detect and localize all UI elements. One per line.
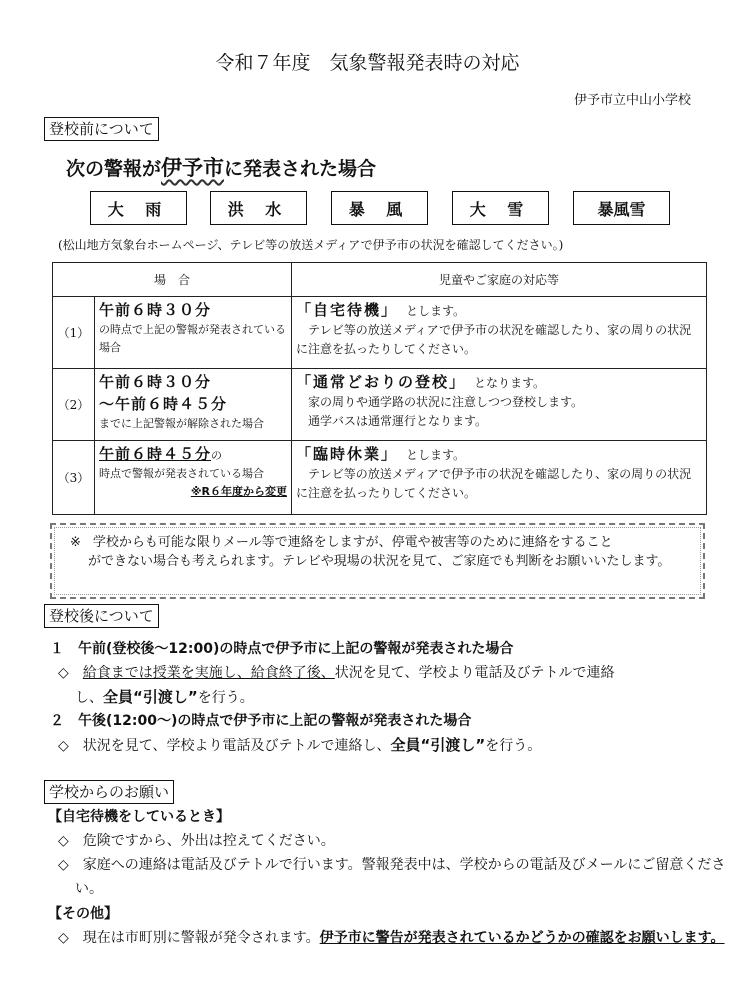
section-requests: 学校からのお願い (44, 780, 174, 804)
row-response-text: テレビ等の放送メディアで伊予市の状況を確認したり、家の周りの状況に注意を払ったりしてください。 (296, 323, 692, 356)
row-response (292, 297, 707, 369)
row-response-text: 通学バスは通常運行となります。 (308, 414, 488, 428)
response-table (52, 262, 707, 515)
table-header-row (53, 263, 707, 297)
row-badge: 「通常どおりの登校」 (296, 373, 467, 391)
section-after-school: 登校後について (44, 604, 159, 628)
row-number: （3） (53, 441, 95, 515)
header-response: 児童やご家庭の対応等 (292, 263, 707, 297)
warning-heavy-snow: 大 雪 (452, 191, 549, 225)
requests-sub2: 【その他】 (48, 906, 118, 922)
row-condition-text: までに上記警報が解除された場合 (99, 417, 264, 430)
item2-handover: 全員“引渡し” (390, 736, 486, 754)
row-time-suffix: の (211, 449, 223, 462)
row-suffix: とします。 (406, 448, 466, 462)
row-time: 午前６時３０分 (99, 373, 212, 391)
warning-heavy-rain: 大 雨 (90, 191, 187, 225)
requests-sub1-item: ◇ 家庭への連絡は電話及びテトルで行います。警報発表中は、学校からの電話及びメールにご留意くださ (58, 857, 726, 873)
row-badge: 「自宅待機」 (296, 301, 399, 319)
item2-post: を行う。 (485, 738, 542, 754)
row-condition-text: 時点で警報が発表されている場合 (99, 467, 264, 480)
item1-l2-pre: し、 (75, 690, 103, 706)
item2-pre: 状況を見て、学校より電話及びテトルで連絡し、 (82, 738, 391, 754)
item1-handover: 全員“引渡し” (103, 688, 198, 706)
header-case: 場 合 (53, 263, 292, 297)
row-time: 午前６時３０分 (99, 301, 212, 319)
row-condition (95, 369, 292, 441)
after-item2-title: ２ 午後(12:00～)の時点で伊予市に上記の警報が発表された場合 (50, 713, 472, 729)
notice-mark: ※ (70, 535, 81, 550)
after-item1-line1 (58, 662, 615, 682)
requests-sub1-item-cont: い。 (75, 881, 103, 897)
row-suffix: となります。 (474, 376, 546, 390)
row-time-end: ～午前６時４５分 (99, 395, 228, 413)
row-response-text: 家の周りや通学路の状況に注意しつつ登校します。 (308, 395, 584, 409)
section-before-school: 登校前について (44, 117, 159, 141)
school-name: 伊予市立中山小学校 (573, 93, 691, 108)
sub2-confirm: 伊予市に警告が発表されているかどうかの確認をお願いします。 (319, 930, 725, 946)
after-item1-line2 (75, 686, 254, 707)
diamond-mark: ◇ (58, 665, 69, 681)
row-response (292, 369, 707, 441)
row-time: 午前６時４５分 (99, 445, 212, 463)
requests-sub2-item (58, 927, 725, 947)
notice-first-line: 学校からも可能な限りメール等で連絡をしますが、停電や被害等のために連絡をすること (92, 535, 613, 550)
change-note: ※R６年度から変更 (190, 485, 287, 498)
row-number: （2） (53, 369, 95, 441)
heading-pre: 次の警報が (66, 158, 162, 180)
row-number: （1） (53, 297, 95, 369)
item1-underlined: 給食までは授業を実施し、給食終了後、 (82, 665, 335, 681)
after-item2-line (58, 734, 541, 755)
heading-city: 伊予市 (161, 156, 225, 180)
warning-flood: 洪 水 (210, 191, 307, 225)
page-title: 令和７年度 気象警報発表時の対応 (215, 52, 520, 74)
item1-l2-post: を行う。 (197, 690, 254, 706)
row-response (292, 441, 707, 515)
table-row (53, 369, 707, 441)
warning-storm: 暴 風 (331, 191, 428, 225)
row-suffix: とします。 (406, 304, 466, 318)
table-row (53, 297, 707, 369)
row-condition (95, 297, 292, 369)
sub2-pre: ◇ 現在は市町別に警報が発令されます。 (58, 930, 320, 946)
heading-post: に発表された場合 (224, 158, 377, 180)
after-item1-title: １ 午前(登校後～12:00)の時点で伊予市に上記の警報が発表された場合 (50, 641, 514, 657)
row-condition (95, 441, 292, 515)
row-condition-text: の時点で上記の警報が発表されている場合 (99, 323, 286, 354)
warning-heading (66, 152, 376, 182)
row-badge: 「臨時休業」 (296, 445, 399, 463)
item1-rest: 状況を見て、学校より電話及びテトルで連絡 (334, 665, 615, 681)
diamond-mark: ◇ (58, 738, 69, 754)
requests-sub1-item: ◇ 危険ですから、外出は控えてください。 (58, 833, 335, 849)
confirm-note: (松山地方気象台ホームページ、テレビ等の放送メディアで伊予市の状況を確認してください。) (58, 238, 564, 252)
notice-rest: ができない場合も考えられます。テレビや現場の状況を見て、ご家庭でも判断をお願いいたします。 (88, 554, 671, 569)
requests-sub1: 【自宅待機をしているとき】 (48, 809, 230, 825)
row-response-text: テレビ等の放送メディアで伊予市の状況を確認したり、家の周りの状況に注意を払ったりしてください。 (296, 467, 692, 500)
warning-snowstorm: 暴風雪 (573, 191, 670, 225)
table-row (53, 441, 707, 515)
contact-notice (50, 523, 705, 599)
